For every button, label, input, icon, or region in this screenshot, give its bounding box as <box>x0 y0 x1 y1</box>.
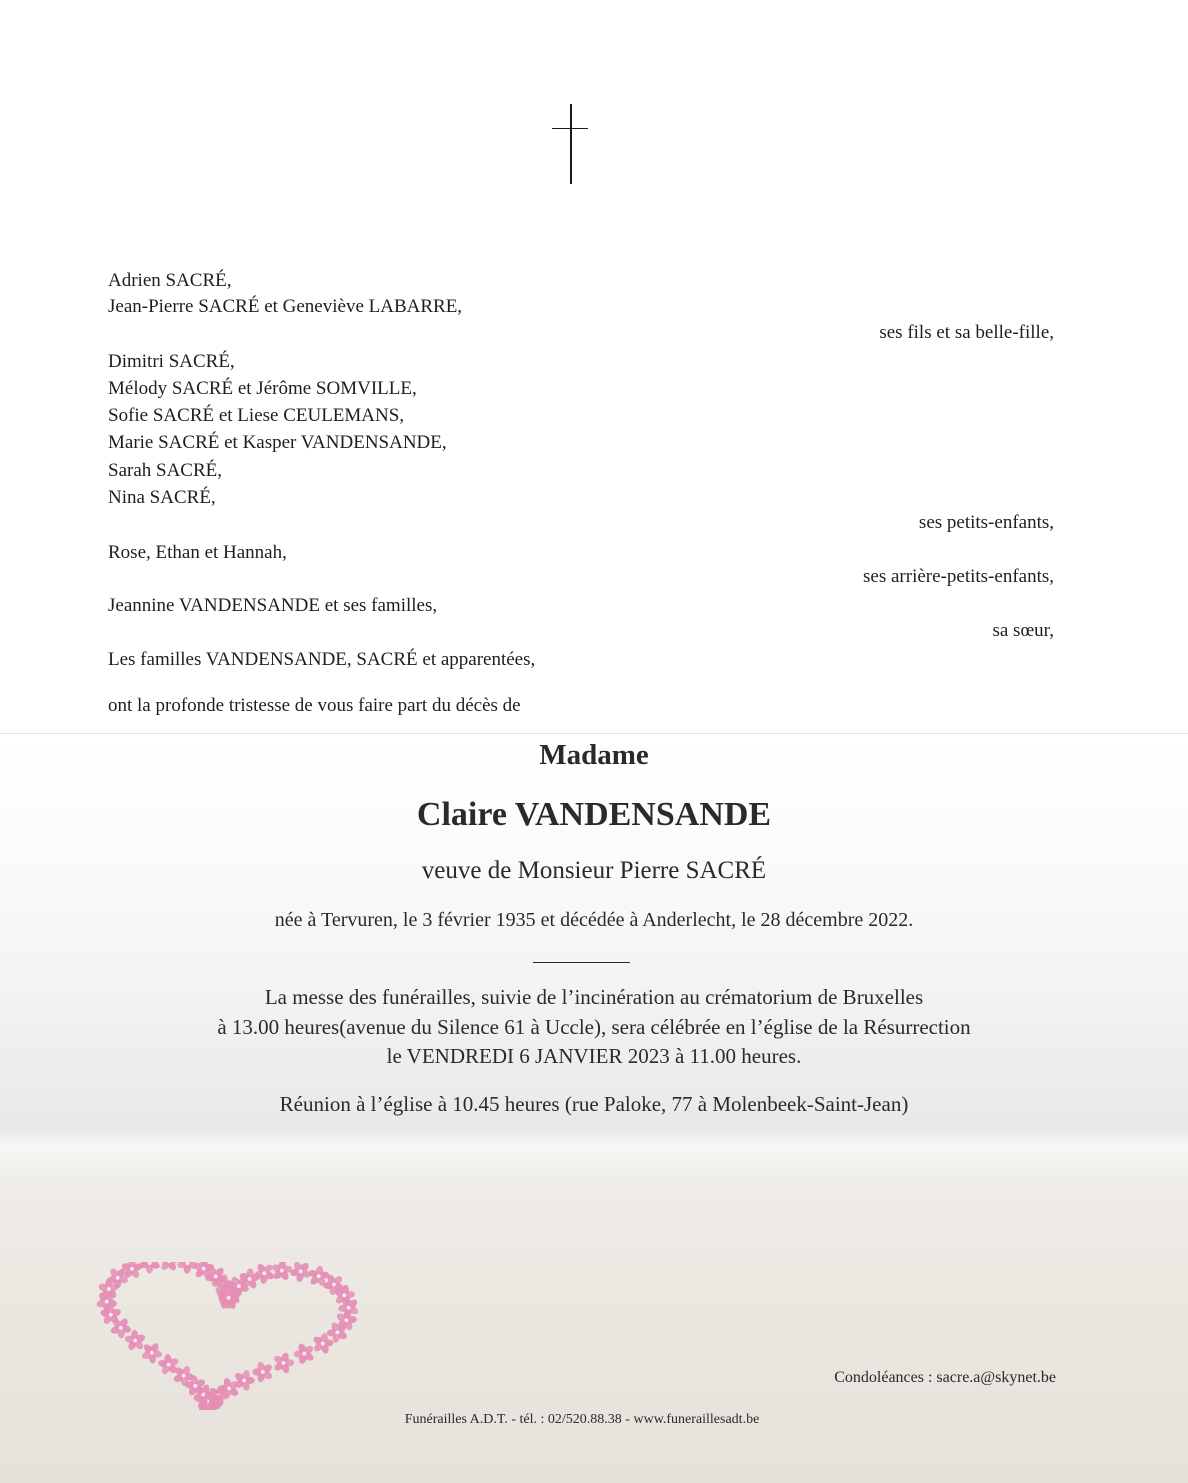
widow-of: veuve de Monsieur Pierre SACRÉ <box>421 857 767 884</box>
announcement-text: ont la profonde tristesse de vous faire part du décès de <box>108 695 521 716</box>
relation-grandchildren: ses petits-enfants, <box>918 512 1054 533</box>
family-line-grandchild-6: Nina SACRÉ, <box>108 487 216 508</box>
cross-icon <box>552 104 590 186</box>
ceremony-line-3: le VENDREDI 6 JANVIER 2023 à 11.00 heures. <box>386 1044 802 1068</box>
condolences-contact: Condoléances : sacre.a@skynet.be <box>834 1369 1056 1386</box>
family-line-great-grandchildren: Rose, Ethan et Hannah, <box>108 542 287 563</box>
relation-sister: sa sœur, <box>992 620 1054 641</box>
funeral-home-info: Funérailles A.D.T. - tél. : 02/520.88.38 - www.funeraillesadt.be <box>404 1412 760 1427</box>
family-line-families: Les familles VANDENSANDE, SACRÉ et apparentées, <box>108 649 536 670</box>
honorific-title: Madame <box>539 739 649 771</box>
family-line-grandchild-1: Dimitri SACRÉ, <box>108 351 235 372</box>
family-line-sons-1: Adrien SACRÉ, <box>108 270 232 291</box>
birth-death-dates: née à Tervuren, le 3 février 1935 et décédée à Anderlecht, le 28 décembre 2022. <box>274 909 914 931</box>
ceremony-line-1: La messe des funérailles, suivie de l’incinération au crématorium de Bruxelles <box>264 985 924 1009</box>
family-line-grandchild-2: Mélody SACRÉ et Jérôme SOMVILLE, <box>108 378 417 399</box>
deceased-name: Claire VANDENSANDE <box>416 796 772 833</box>
separator-line <box>533 962 630 963</box>
family-line-grandchild-5: Sarah SACRÉ, <box>108 460 222 481</box>
wave-edge <box>0 1128 1188 1168</box>
ceremony-line-2: à 13.00 heures(avenue du Silence 61 à Uccle), sera célébrée en l’église de la Résurrection <box>217 1015 971 1039</box>
family-line-grandchild-4: Marie SACRÉ et Kasper VANDENSANDE, <box>108 432 447 453</box>
family-line-sister: Jeannine VANDENSANDE et ses familles, <box>108 595 438 616</box>
flower-heart-icon <box>74 1262 380 1410</box>
meeting-info: Réunion à l’église à 10.45 heures (rue Paloke, 77 à Molenbeek-Saint-Jean) <box>279 1092 909 1116</box>
family-line-grandchild-3: Sofie SACRÉ et Liese CEULEMANS, <box>108 405 405 426</box>
relation-great-grandchildren: ses arrière-petits-enfants, <box>863 566 1054 587</box>
relation-sons: ses fils et sa belle-fille, <box>879 322 1054 343</box>
family-line-sons-2: Jean-Pierre SACRÉ et Geneviève LABARRE, <box>108 296 463 317</box>
